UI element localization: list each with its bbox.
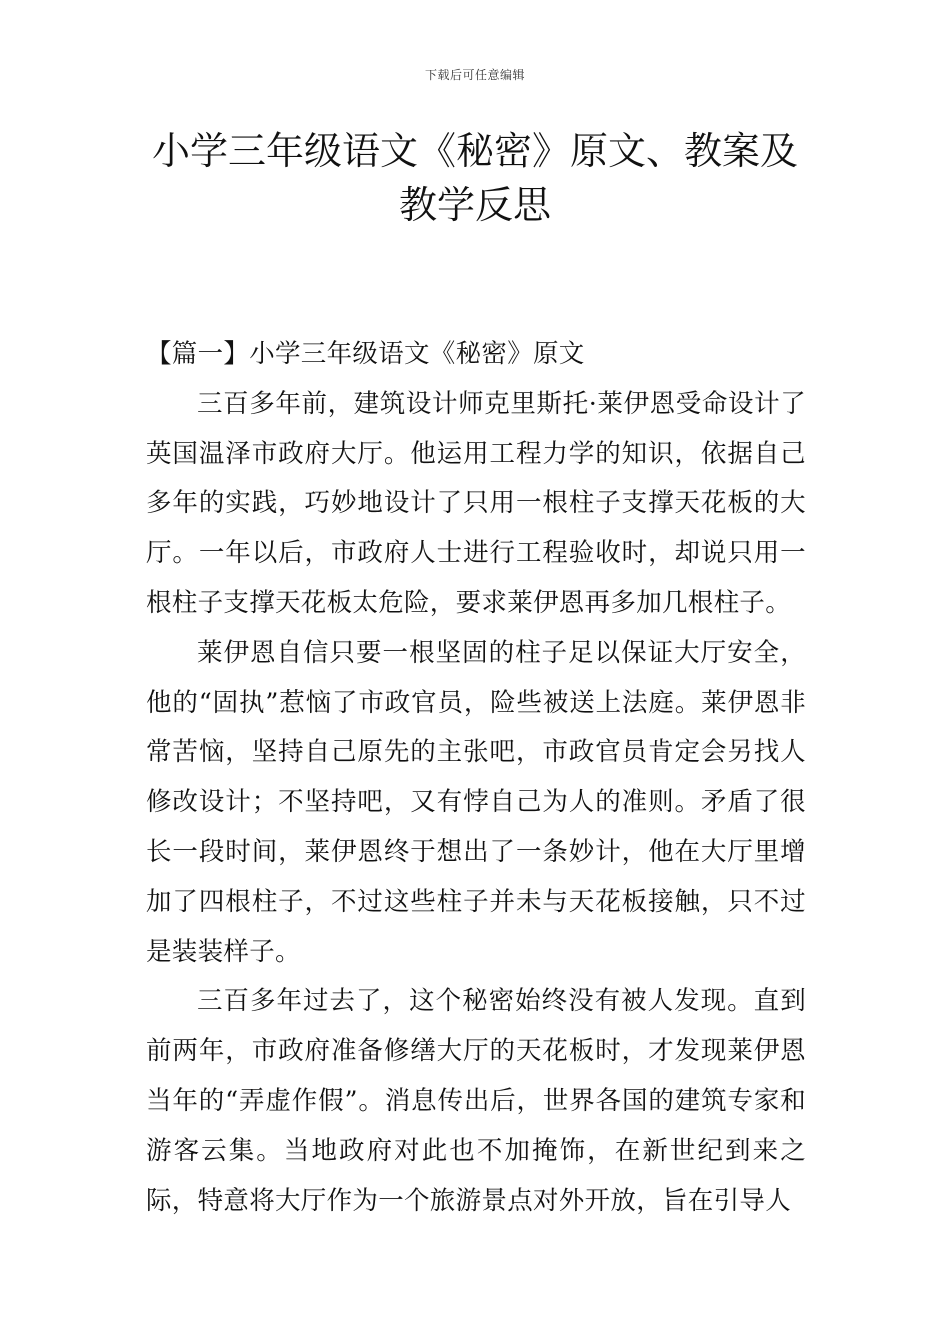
document-body — [146, 330, 806, 1226]
paragraph-3: 三百多年过去了，这个秘密始终没有被人发现。直到前两年，市政府准备修缮大厅的天花板时，才发现莱伊恩当年的“弄虚作假”。消息传出后，世界各国的建筑专家和游客云集。当地政府对此也不加掩饰，在新世纪到来之际，特意将大厅作为一个旅游景点对外开放，旨在引导人 — [146, 986, 806, 1216]
header-note: 下载后可任意编辑 — [424, 68, 525, 82]
paragraph-2: 莱伊恩自信只要一根坚固的柱子足以保证大厅安全，他的“固执”惹恼了市政官员，险些被送上法庭。莱伊恩非常苦恼，坚持自己原先的主张吧，市政官员肯定会另找人修改设计；不坚持吧，又有悖自己为人的准则。矛盾了很长一段时间，莱伊恩终于想出了一条妙计，他在大厅里增加了四根柱子，不过这些柱子并未与天花板接触，只不过是装装样子。 — [146, 637, 806, 967]
section-heading: 【篇一】小学三年级语文《秘密》原文 — [146, 339, 585, 369]
document-title: 小学三年级语文《秘密》原文、教案及教学反思 — [151, 129, 798, 227]
paragraph-1: 三百多年前，建筑设计师克里斯托·莱伊恩受命设计了英国温泽市政府大厅。他运用工程力学的知识，依据自己多年的实践，巧妙地设计了只用一根柱子支撑天花板的大厅。一年以后，市政府人士进行工程验收时，却说只用一根柱子支撑天花板太危险，要求莱伊恩再多加几根柱子。 — [146, 388, 806, 618]
